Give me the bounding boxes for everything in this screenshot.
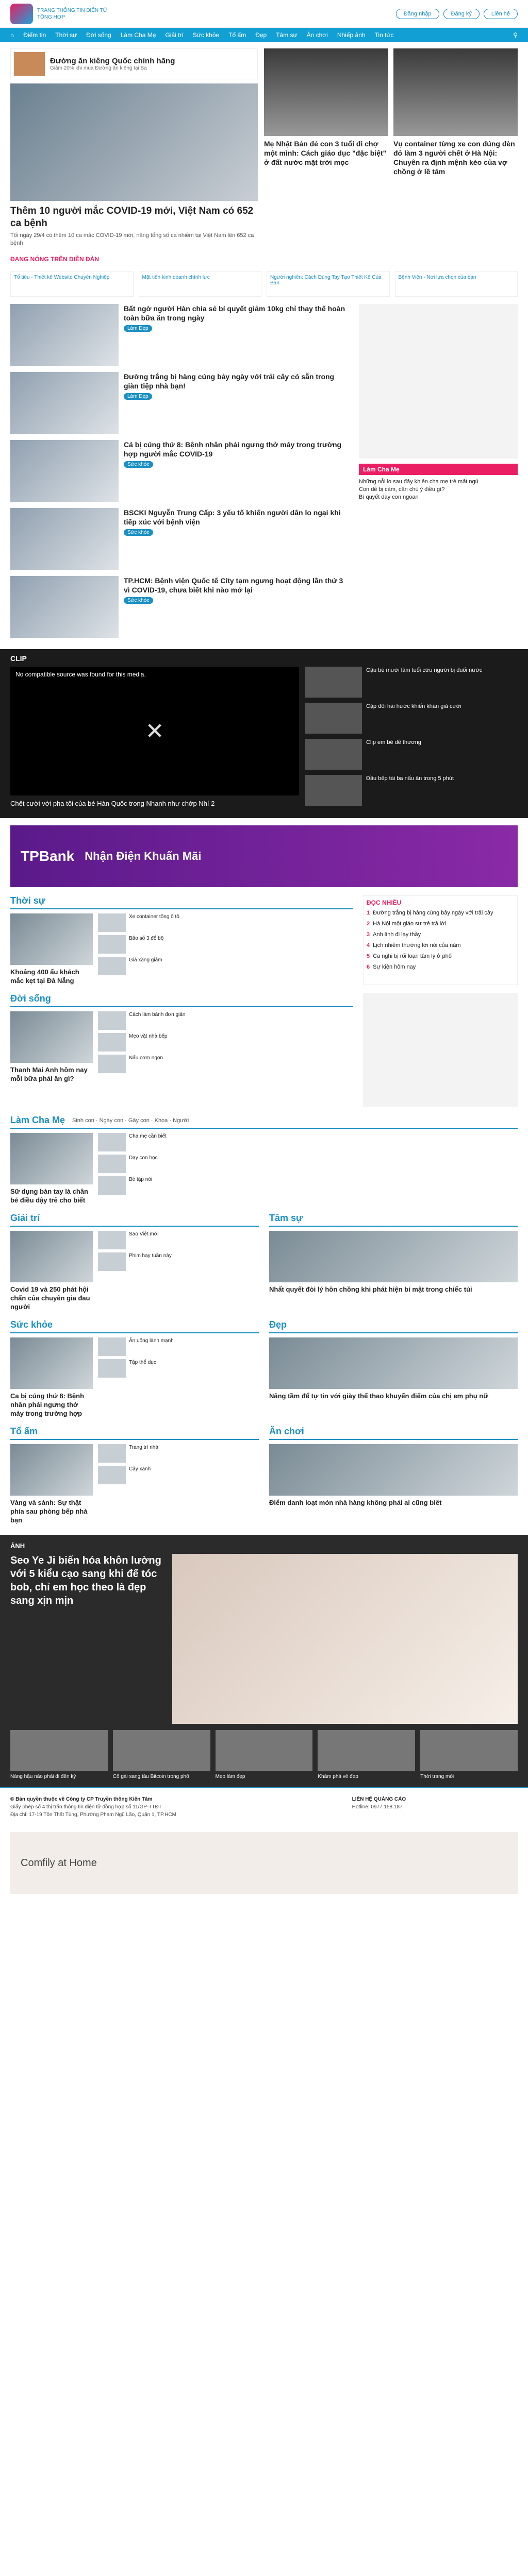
list-item[interactable] [98,1337,259,1356]
photo-title[interactable]: Thời trang mới [420,1774,455,1780]
article-thumbnail [98,1055,126,1073]
nav-item[interactable]: Giải trí [165,31,184,39]
article-title[interactable]: Ca bị cúng thứ 8: Bệnh nhân phải ngưng thở máy trong trường hợp [10,1392,85,1417]
video-error-message: No compatible source was found for this media. [15,671,146,678]
clip-title[interactable]: Đầu bếp tài ba nấu ăn trong 5 phút [366,775,454,782]
category-title[interactable]: Đẹp [269,1319,287,1330]
article-title[interactable]: Nấu cơm ngon [129,1055,163,1061]
article-thumbnail [98,1337,126,1356]
tpbank-logo: TPBank [21,848,75,864]
clip-thumbnail [305,667,362,698]
most-read-box [363,895,518,985]
article-title[interactable]: Thanh Mai Anh hôm nay mỗi bữa phải ăn gì? [10,1066,88,1082]
list-item[interactable]: 3 Anh lính đi lạy thầy [367,931,421,938]
category-block-lam-cha-me [10,1115,518,1205]
article-title[interactable]: Dạy con học [129,1155,158,1161]
list-item[interactable] [10,508,351,570]
forum-heading: ĐANG NÓNG TRÊN DIỄN ĐÀN [10,256,100,263]
article-thumbnail [98,1011,126,1030]
register-button[interactable]: Đăng ký [443,9,480,19]
category-title[interactable]: Giải trí [10,1213,40,1223]
list-item[interactable] [318,1730,415,1780]
clip-title[interactable]: Cặp đôi hài hước khiến khán giả cười [366,703,461,709]
list-item[interactable] [98,1231,259,1249]
photo-thumbnail [318,1730,415,1771]
most-read-item[interactable]: Anh lính đi lạy thầy [373,931,421,938]
list-item[interactable] [98,957,353,975]
nav-item[interactable]: Đẹp [255,31,267,39]
nav-item[interactable]: Nhiếp ảnh [337,31,366,39]
list-item[interactable] [98,935,353,954]
site-header [0,0,528,28]
article-title[interactable]: Bão số 3 đổ bộ [129,936,164,941]
list-item[interactable] [113,1730,210,1780]
footer-license: Giấy phép số 4 thị trấn thông tin điện tử đồng hợp số 11/GP-TTĐT [10,1804,162,1810]
nav-item[interactable]: Đời sống [86,31,111,39]
list-item[interactable] [98,1176,518,1195]
partner-card[interactable]: Mặt tiền kinh doanh chính lực [139,271,262,297]
login-button[interactable]: Đăng nhập [396,9,439,19]
article-thumbnail [98,1231,126,1249]
side-link[interactable]: Con dễ bị cảm, cần chú ý điều gì? [359,486,445,493]
article-thumbnail [98,935,126,954]
clip-thumbnail [305,775,362,806]
article-thumbnail [98,1033,126,1052]
side-link[interactable]: Những nỗi lo sau đây khiến cha mẹ trẻ mất ngủ [359,479,478,485]
category-title[interactable]: Tổ ấm [10,1426,38,1436]
article-title[interactable]: Covid 19 và 250 phát hội chẩn của chuyên gia đau người [10,1285,90,1311]
list-item[interactable] [10,576,351,638]
article-title[interactable]: Nhất quyết đòi lý hôn chồng khi phát hiện bí mật trong chiếc túi [269,1285,472,1293]
bottom-ad-text: Comfily at Home [21,1857,97,1869]
photo-title[interactable]: Cô gái sang tàu Bitcoin trong phố [112,1774,189,1780]
article-thumbnail[interactable] [10,1444,93,1496]
article-thumbnail [98,913,126,932]
side-story-title[interactable]: Mẹ Nhật Bản đẻ con 3 tuổi đi chợ một mình: Cách giáo dục "đặc biệt" ở đất nước mặt trời mọc [264,140,387,166]
list-item[interactable]: 6 Sự kiện hôm nay [367,964,416,970]
contact-button[interactable]: Liên hệ [484,9,518,19]
article-thumbnail [98,1133,126,1151]
clip-thumbnail [305,703,362,734]
partner-card[interactable]: Tổ tiêu - Thiết kế Website Chuyên Nghiệp [10,271,134,297]
article-title[interactable]: Bất ngờ người Hàn chia sẻ bí quyết giảm 10kg chỉ thay thế hoàn toàn bữa ăn trong ngày [124,304,345,322]
article-thumbnail[interactable] [10,1337,93,1389]
category-tag[interactable]: Làm Đẹp [124,393,152,400]
side-section-head[interactable]: Làm Cha Mẹ [359,464,518,475]
article-thumbnail[interactable] [269,1337,518,1389]
photo-main-image[interactable] [172,1554,518,1724]
list-item[interactable] [10,372,351,434]
logo-line2: TỔNG HỢP [37,14,65,20]
most-read-item[interactable]: Đường trắng bị hàng cúng bảy ngày với trải cây [373,910,493,916]
article-title[interactable]: BSCKI Nguyễn Trung Cấp: 3 yếu tố khiến người dân lo ngại khi tiếp xúc với bệnh viện [124,509,341,526]
most-read-item[interactable]: Lịch nhiễm thường lời nói của năm [373,942,461,948]
search-icon[interactable]: ⚲ [513,31,518,39]
category-tag[interactable]: Sức khỏe [124,461,153,468]
article-thumbnail [10,304,119,366]
photo-section [0,1535,528,1787]
photo-title[interactable]: Mẹo làm đẹp [215,1774,245,1780]
article-thumbnail [98,1155,126,1173]
list-item[interactable] [305,739,518,770]
hero-sapo: Tối ngày 29/4 có thêm 10 ca mắc COVID-19 mới, nâng tổng số ca nhiễm tại Việt Nam lên 652 ca bệnh [10,232,254,246]
list-item[interactable] [98,1011,353,1030]
footer-address: Địa chỉ: 17-19 Tôn Thất Tùng, Phường Phạm Ngũ Lão, Quận 1, TP.HCM [10,1812,176,1818]
tpbank-text: Nhận Điện Khuấn Mãi [85,850,202,862]
list-item[interactable]: 2 Hà Nội một giáo sư trẻ trả lời [367,921,446,927]
article-thumbnail [10,372,119,434]
category-title[interactable]: Đời sống [10,993,51,1004]
nav-item[interactable]: Điểm tin [23,31,46,39]
tpbank-banner[interactable] [10,825,518,887]
photo-thumbnail [420,1730,518,1771]
article-title[interactable]: Cá bị cúng thứ 8: Bệnh nhân phải ngưng thở máy trong trường hợp người mắc COVID-19 [124,440,342,458]
category-title[interactable]: Ăn chơi [269,1426,304,1436]
category-block-tam-su [269,1213,518,1311]
category-title[interactable]: Làm Cha Mẹ [10,1115,65,1125]
list-item[interactable]: 1 Đường trắng bị hàng cúng bảy ngày với trải cây [367,910,493,916]
nav-item[interactable]: Tin tức [374,31,394,39]
article-title[interactable]: TP.HCM: Bệnh viện Quốc tế City tạm ngưng hoạt động lần thứ 3 vì COVID-19, chưa biết khi nào mở lại [124,577,343,594]
clip-heading: CLIP [10,654,27,663]
article-thumbnail[interactable] [269,1444,518,1496]
photo-thumbnail [113,1730,210,1771]
nav-item[interactable]: Ăn chơi [306,31,328,39]
article-thumbnail[interactable] [10,1011,93,1063]
article-title[interactable]: Cách làm bánh đơn giản [129,1012,186,1018]
clip-caption[interactable]: Chết cười với pha tôi của bé Hàn Quốc trong Nhanh như chớp Nhí 2 [10,800,215,807]
ad-title: Đường ăn kiêng Quốc chính hãng [50,57,175,65]
list-item[interactable] [305,667,518,698]
list-item[interactable] [98,1133,518,1151]
video-player[interactable] [10,667,299,795]
article-title[interactable]: Ăn uống lành mạnh [129,1338,174,1344]
category-block-doi-song [10,993,353,1107]
footer-company: © Bản quyền thuộc về Công ty CP Truyền thông Kiến Tâm [10,1797,153,1802]
side-advert[interactable] [363,993,518,1107]
list-item[interactable] [216,1730,313,1780]
category-block-giai-tri [10,1213,259,1311]
site-logo[interactable] [10,4,107,24]
photo-title[interactable]: Nàng hậu nào phải đi đến ký [10,1774,76,1780]
footer-hotline[interactable]: Hotline: 0977.158.187 [352,1804,403,1810]
ad-subtitle: Giảm 20% khi mua Đường ăn kiêng tại Ba [50,65,147,71]
category-block-thoi-su [10,895,353,985]
side-story-image[interactable] [393,48,518,136]
list-item[interactable] [98,1252,259,1271]
article-thumbnail[interactable] [269,1231,518,1282]
article-title[interactable]: Khoảng 400 ấu khách mắc kẹt tại Đà Nẵng [10,968,79,985]
ad-thumbnail [14,52,45,76]
nav-item[interactable]: Thời sự [55,31,77,39]
clip-thumbnail [305,739,362,770]
list-item[interactable] [98,1155,518,1173]
list-item[interactable] [305,775,518,806]
category-block-to-am [10,1426,259,1524]
nav-item[interactable]: Tổ ấm [228,31,246,39]
article-title[interactable]: Xe container tông ô tô [129,914,179,920]
bottom-advert[interactable] [10,1832,518,1894]
article-thumbnail [10,508,119,570]
category-subnav[interactable]: Sinh con · Ngày con · Gây con · Khoa · Người [72,1117,189,1124]
category-block-suc-khoe [10,1319,259,1418]
article-title[interactable]: Trang trí nhà [129,1445,158,1450]
photo-heading: ẢNH [10,1542,25,1550]
article-title[interactable]: Phim hay tuần này [129,1253,172,1259]
article-thumbnail [98,1252,126,1271]
article-title[interactable]: Đường trắng bị hàng cúng bảy ngày với trải cây có sẵn trong giàn tiệp nhà bạn! [124,372,335,390]
article-thumbnail[interactable] [10,913,93,965]
list-item[interactable] [10,440,351,502]
partner-card[interactable]: Bệnh Viện - Nơi lựa chọn của bạn [395,271,518,297]
category-tag[interactable]: Sức khỏe [124,597,153,604]
category-tag[interactable]: Làm Đẹp [124,325,152,332]
most-read-item[interactable]: Sự kiện hôm nay [373,964,416,970]
article-title[interactable]: Giá xăng giảm [129,957,162,963]
article-thumbnail [98,1444,126,1463]
hero-title[interactable]: Thêm 10 người mắc COVID-19 mới, Việt Nam có 652 ca bệnh [10,206,254,229]
most-read-title: ĐỌC NHIỀU [367,899,402,906]
article-title[interactable]: Mẹo vặt nhà bếp [129,1033,168,1039]
list-item[interactable] [98,1444,259,1463]
photo-headline[interactable]: Seo Ye Ji biến hóa khôn lường với 5 kiểu cạo sang khi đế tóc bob, chỉ em học theo là đẹp sang xịn mịn [10,1555,161,1606]
article-thumbnail [10,440,119,502]
article-thumbnail [98,957,126,975]
clip-title[interactable]: Cậu bé mười lăm tuổi cứu người bị đuối nước [366,667,483,673]
photo-thumbnail [216,1730,313,1771]
article-title[interactable]: Cha mẹ cần biết [129,1133,167,1139]
photo-title[interactable]: Khám phá vẻ đẹp [318,1774,358,1780]
partner-card[interactable]: Người nghiên: Cách Dùng Tay Tạo Thiết Kế Của Bạn [267,271,390,297]
article-title[interactable]: Nâng tầm để tự tin với giày thể thao khuyến điểm của chị em phụ nữ [269,1392,488,1400]
footer-contact-head: LIÊN HỆ QUẢNG CÁO [352,1797,406,1802]
list-item[interactable] [10,1730,108,1780]
list-item[interactable] [98,1055,353,1073]
most-read-item[interactable]: Ca nghi bị rối loạn tâm lý ở phố [373,953,452,959]
category-title[interactable]: Tâm sự [269,1213,303,1223]
category-tag[interactable]: Sức khỏe [124,529,153,536]
article-thumbnail [98,1176,126,1195]
nav-home-icon[interactable]: ⌂ [10,31,14,39]
list-item[interactable]: 4 Lịch nhiễm thường lời nói của năm [367,942,461,948]
sponsored-ad[interactable] [10,48,258,79]
site-footer [0,1787,528,1826]
side-advert[interactable] [359,304,518,459]
clip-section [0,649,528,818]
nav-item[interactable]: Tâm sự [276,31,298,39]
clip-title[interactable]: Clip em bé dễ thương [366,739,421,745]
list-item[interactable]: 5 Ca nghi bị rối loạn tâm lý ở phố [367,953,452,959]
article-thumbnail[interactable] [10,1231,93,1282]
category-block-an-choi [269,1426,518,1524]
list-item[interactable] [10,304,351,366]
list-item[interactable] [305,703,518,734]
side-story-image[interactable] [264,48,388,136]
most-read-item[interactable]: Hà Nội một giáo sư trẻ trả lời [373,921,446,927]
list-item[interactable] [98,913,353,932]
list-item[interactable] [98,1359,259,1378]
category-block-dep [269,1319,518,1418]
list-item[interactable] [420,1730,518,1780]
article-thumbnail [98,1466,126,1484]
main-nav [0,28,528,42]
logo-icon [10,4,33,24]
article-title[interactable]: Sữ dụng bàn tay là chân bé điều dậy trẻ cho biết [10,1188,88,1204]
nav-item[interactable]: Làm Cha Mẹ [120,31,156,39]
logo-line1: TRANG THÔNG TIN ĐIỆN TỬ [37,7,108,13]
article-thumbnail [98,1359,126,1378]
side-link[interactable]: Bí quyết dạy con ngoan [359,494,419,500]
article-title[interactable]: Cây xanh [129,1466,151,1472]
hero-image[interactable] [10,83,258,201]
list-item[interactable] [98,1033,353,1052]
close-icon[interactable]: ✕ [145,718,164,744]
article-thumbnail [10,576,119,638]
article-title[interactable]: Sao Việt mới [129,1231,159,1237]
article-title[interactable]: Bé tập nói [129,1177,153,1182]
category-title[interactable]: Thời sự [10,895,45,906]
photo-thumbnail [10,1730,108,1771]
article-title[interactable]: Điểm danh loạt món nhà hàng không phải ai cũng biết [269,1499,442,1506]
side-story-title[interactable]: Vụ container từng xe con đúng đèn đỏ làm 3 người chết ở Hà Nội: Chuyên ra định mệnh kéo của vợ chồng ở lề tám [393,140,515,176]
nav-item[interactable]: Sức khỏe [192,31,220,39]
article-title[interactable]: Vàng và sành: Sự thật phía sau phòng bếp nhà bạn [10,1499,88,1524]
category-title[interactable]: Sức khỏe [10,1319,53,1330]
article-title[interactable]: Tập thể dục [129,1360,156,1365]
list-item[interactable] [98,1466,259,1484]
article-thumbnail[interactable] [10,1133,93,1184]
